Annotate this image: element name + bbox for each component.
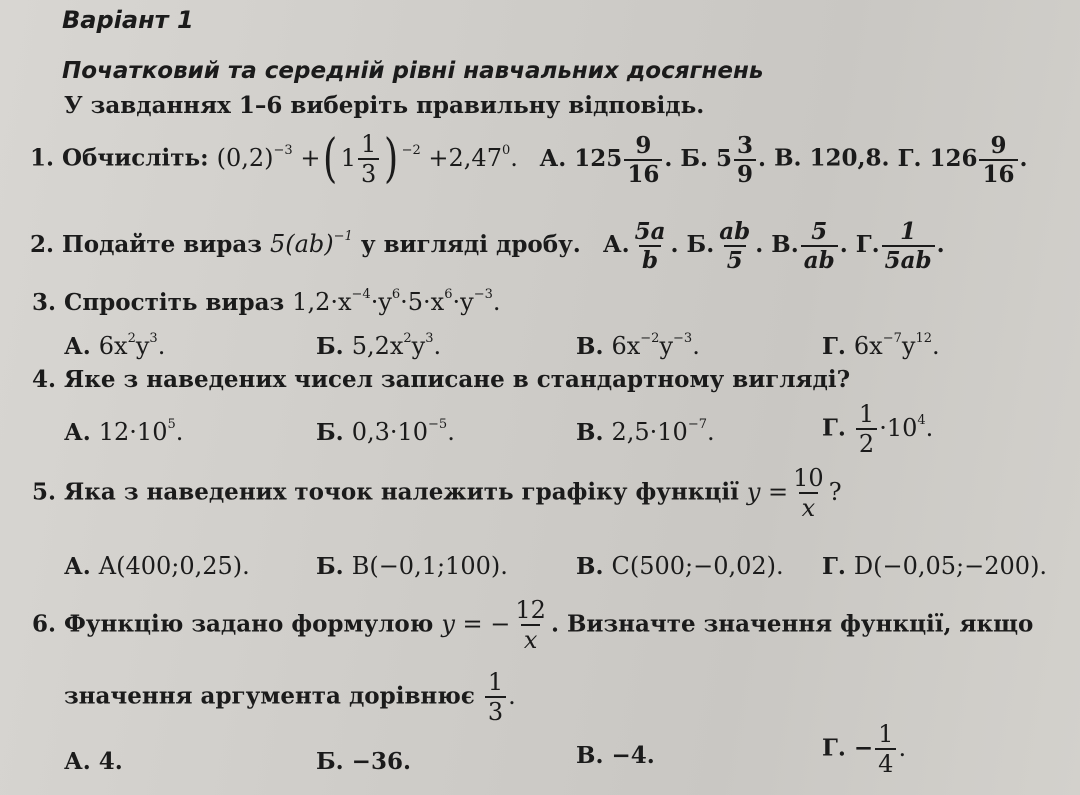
- q5-option-g: Г. D(−0,05;−200).: [822, 552, 1048, 580]
- q1-expression: $(0,2)^{-3}$ +( 1 $\frac{1}{3}$ ) $^{-2} +2,47^0$.: [216, 129, 518, 189]
- level-title: Початковий та середній рівні навчальних досягнень: [62, 58, 764, 84]
- q3-option-v: В. $6x^{-2}y^{-3}$.: [576, 331, 700, 360]
- q1-text: 1. Обчисліть:: [30, 144, 209, 172]
- instruction: У завданнях 1–6 виберіть правильну відповідь.: [64, 92, 705, 119]
- q2-text2: у вигляді дробу.: [360, 231, 581, 258]
- question-2: [30, 220, 945, 272]
- q2-option-v: В. $\frac{5}{ab}$ .: [771, 218, 848, 274]
- q6-text3: значення аргумента дорівнює $\frac{1}{3}$ .: [64, 668, 516, 726]
- question-1: [30, 129, 1028, 189]
- question-6: [32, 598, 1033, 652]
- q3-option-g: Г. $6x^{-7}y^{12}$.: [822, 331, 940, 360]
- q6-option-g: Г. − $\frac{1}{4}$ .: [822, 720, 907, 778]
- q3-option-b: Б. $5,2x^2y^3$.: [316, 331, 442, 360]
- q2-text: 2. Подайте вираз: [30, 231, 262, 258]
- q2-expression: 5(ab)$^{-1}$: [269, 229, 353, 258]
- q1-option-g: Г. 126 $\frac{9}{16}$ .: [897, 131, 1028, 188]
- q5-option-b: Б. B(−0,1;100).: [316, 552, 508, 580]
- q5-option-v: В. C(500;−0,02).: [576, 552, 784, 580]
- q4-option-a: А. $12\cdot 10^5$.: [64, 417, 184, 446]
- q3-text: 3. Спростіть вираз: [32, 289, 285, 316]
- q4-option-g: Г. $\frac{1}{2}$ $\cdot 10^4$.: [822, 400, 934, 458]
- q1-option-b: Б. 5 $\frac{3}{9}$ .: [680, 131, 767, 188]
- q6-text2: . Визначте значення функції, якщо: [550, 610, 1034, 638]
- q6-option-b: Б. −36.: [316, 748, 411, 775]
- question-4: 4. Яке з наведених чисел записане в стандартному вигляді?: [32, 366, 851, 393]
- q5-text: 5. Яка з наведених точок належить графіку функції: [32, 478, 739, 506]
- q1-option-v: В. 120,8.: [774, 144, 890, 172]
- q4-option-b: Б. $0,3\cdot 10^{-5}$.: [316, 417, 455, 446]
- q5-function: y = $\frac{10}{x}$ ?: [746, 464, 842, 522]
- variant-title: Варіант 1: [62, 6, 194, 34]
- q6-text: 6. Функцію задано формулою: [32, 610, 434, 638]
- q6-option-v: В. −4.: [576, 742, 655, 769]
- q2-option-b: Б. $\frac{ab}{5}$ .: [686, 218, 764, 274]
- q6-function: y = − $\frac{12}{x}$: [441, 596, 546, 654]
- q2-option-a: А. $\frac{5a}{b}$ .: [602, 218, 679, 274]
- q3-option-a: А. $6x^2y^3$.: [64, 331, 166, 360]
- q5-option-a: А. A(400;0,25).: [64, 552, 250, 580]
- q2-option-g: Г. $\frac{1}{5ab}$ .: [855, 218, 945, 274]
- question-5: [32, 466, 842, 520]
- question-3: [32, 288, 501, 316]
- q6-option-a: А. 4.: [64, 748, 123, 775]
- q3-expression: $1,2\cdot x^{-4}\cdot y^6\cdot 5\cdot x^6\cdot y^{-3}$.: [292, 287, 501, 316]
- q4-option-v: В. $2,5\cdot 10^{-7}$.: [576, 417, 715, 446]
- q1-option-a: А. 125 $\frac{9}{16}$ .: [539, 131, 673, 188]
